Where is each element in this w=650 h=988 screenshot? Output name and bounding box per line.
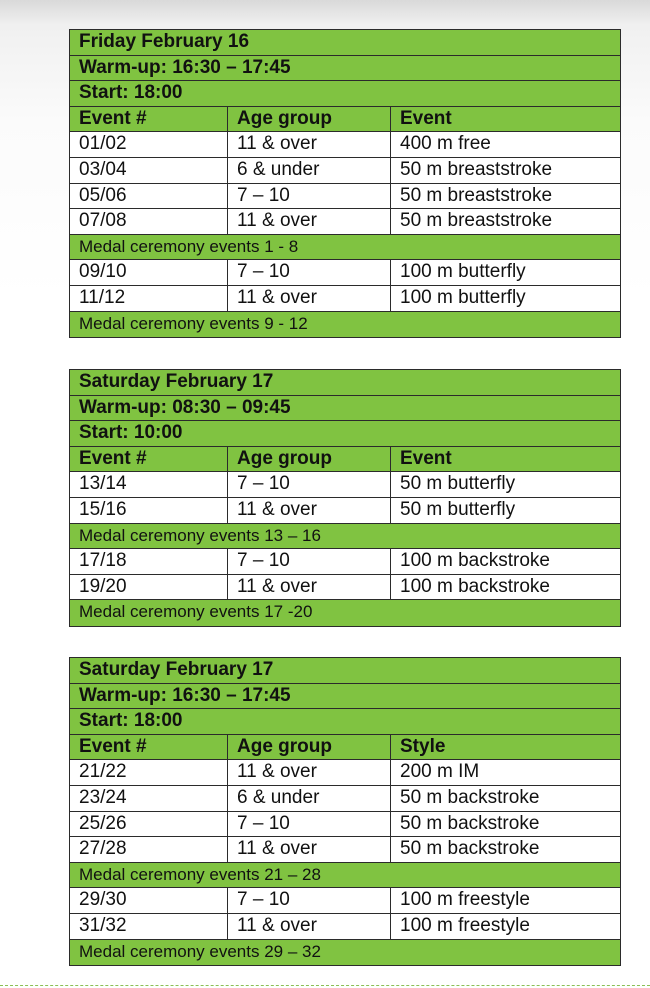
age-group: 7 – 10 — [228, 260, 391, 285]
event-number: 17/18 — [70, 549, 228, 574]
table-row — [70, 888, 620, 914]
event-number: 31/32 — [70, 914, 228, 939]
start-time: Start: 10:00 — [79, 422, 183, 444]
event-number: 13/14 — [70, 472, 228, 497]
column-header: Event # — [70, 107, 228, 132]
event-name: 400 m free — [400, 133, 491, 155]
event-number: 27/28 — [70, 837, 228, 862]
medal-ceremony-label: Medal ceremony events 1 - 8 — [79, 236, 299, 256]
medal-ceremony-label: Medal ceremony events 17 -20 — [79, 602, 313, 622]
event-name: 50 m butterfly — [400, 473, 516, 495]
table-row — [70, 914, 620, 940]
medal-ceremony-row — [70, 940, 620, 966]
column-header-row — [70, 735, 620, 761]
column-header: Event — [400, 447, 452, 469]
event-number: 01/02 — [70, 132, 228, 157]
medal-ceremony-label: Medal ceremony events 13 – 16 — [79, 525, 321, 545]
column-header: Event # — [70, 447, 228, 472]
session-title-row — [70, 658, 620, 684]
warmup-time: Warm-up: 08:30 – 09:45 — [79, 396, 291, 418]
age-group: 11 & over — [228, 498, 391, 523]
medal-ceremony-label: Medal ceremony events 29 – 32 — [79, 941, 321, 961]
event-name: 50 m backstroke — [400, 812, 540, 834]
event-number: 03/04 — [70, 158, 228, 183]
table-row — [70, 549, 620, 575]
age-group: 11 & over — [228, 837, 391, 862]
table-row — [70, 158, 620, 184]
event-name: 100 m freestyle — [400, 889, 530, 911]
age-group: 6 & under — [228, 786, 391, 811]
age-group: 11 & over — [228, 760, 391, 785]
event-name: 50 m butterfly — [400, 498, 516, 520]
session-title-row — [70, 370, 620, 396]
event-name: 50 m backstroke — [400, 786, 540, 808]
warmup-time-row — [70, 684, 620, 710]
table-row — [70, 472, 620, 498]
event-name: 50 m breaststroke — [400, 210, 553, 232]
age-group: 6 & under — [228, 158, 391, 183]
session-table — [69, 657, 621, 966]
event-name: 50 m breaststroke — [400, 158, 553, 180]
event-name: 100 m backstroke — [400, 575, 550, 597]
table-row — [70, 209, 620, 235]
table-row — [70, 260, 620, 286]
warmup-time: Warm-up: 16:30 – 17:45 — [79, 684, 291, 706]
session-title: Saturday February 17 — [79, 371, 274, 392]
table-row — [70, 498, 620, 524]
warmup-time: Warm-up: 16:30 – 17:45 — [79, 56, 291, 78]
medal-ceremony-row — [70, 312, 620, 338]
age-group: 11 & over — [228, 575, 391, 600]
start-time-row — [70, 421, 620, 447]
column-header: Event — [400, 107, 452, 129]
table-row — [70, 760, 620, 786]
column-header: Event # — [70, 735, 228, 760]
medal-ceremony-label: Medal ceremony events 9 - 12 — [79, 313, 308, 333]
column-header-row — [70, 447, 620, 473]
event-number: 25/26 — [70, 812, 228, 837]
start-time: Start: 18:00 — [79, 710, 183, 732]
medal-ceremony-row — [70, 600, 620, 626]
event-number: 11/12 — [70, 286, 228, 311]
session-table — [69, 29, 621, 338]
table-row — [70, 184, 620, 210]
event-number: 19/20 — [70, 575, 228, 600]
event-number: 29/30 — [70, 888, 228, 913]
medal-ceremony-row — [70, 235, 620, 261]
column-header-row — [70, 107, 620, 133]
column-header: Age group — [228, 735, 391, 760]
table-row — [70, 812, 620, 838]
event-name: 100 m backstroke — [400, 550, 550, 572]
medal-ceremony-label: Medal ceremony events 21 – 28 — [79, 864, 321, 884]
table-row — [70, 286, 620, 312]
event-name: 50 m breaststroke — [400, 184, 553, 206]
session-table — [69, 369, 621, 627]
event-name: 50 m backstroke — [400, 838, 540, 860]
age-group: 7 – 10 — [228, 549, 391, 574]
medal-ceremony-row — [70, 863, 620, 889]
column-header: Age group — [228, 107, 391, 132]
age-group: 7 – 10 — [228, 472, 391, 497]
event-number: 05/06 — [70, 184, 228, 209]
age-group: 11 & over — [228, 286, 391, 311]
age-group: 11 & over — [228, 132, 391, 157]
page-divider — [0, 985, 650, 986]
session-title: Saturday February 17 — [79, 659, 274, 680]
start-time-row — [70, 81, 620, 107]
event-name: 100 m butterfly — [400, 286, 526, 308]
table-row — [70, 132, 620, 158]
age-group: 11 & over — [228, 209, 391, 234]
table-row — [70, 786, 620, 812]
age-group: 7 – 10 — [228, 812, 391, 837]
medal-ceremony-row — [70, 524, 620, 550]
warmup-time-row — [70, 396, 620, 422]
age-group: 7 – 10 — [228, 888, 391, 913]
event-number: 07/08 — [70, 209, 228, 234]
event-number: 23/24 — [70, 786, 228, 811]
start-time-row — [70, 709, 620, 735]
event-number: 15/16 — [70, 498, 228, 523]
event-name: 200 m IM — [400, 761, 480, 783]
table-row — [70, 837, 620, 863]
session-title-row — [70, 30, 620, 56]
event-name: 100 m freestyle — [400, 914, 530, 936]
warmup-time-row — [70, 56, 620, 82]
column-header: Age group — [228, 447, 391, 472]
event-number: 21/22 — [70, 760, 228, 785]
column-header: Style — [400, 735, 446, 757]
event-name: 100 m butterfly — [400, 261, 526, 283]
session-title: Friday February 16 — [79, 31, 250, 52]
event-number: 09/10 — [70, 260, 228, 285]
table-row — [70, 575, 620, 601]
start-time: Start: 18:00 — [79, 82, 183, 104]
age-group: 7 – 10 — [228, 184, 391, 209]
age-group: 11 & over — [228, 914, 391, 939]
